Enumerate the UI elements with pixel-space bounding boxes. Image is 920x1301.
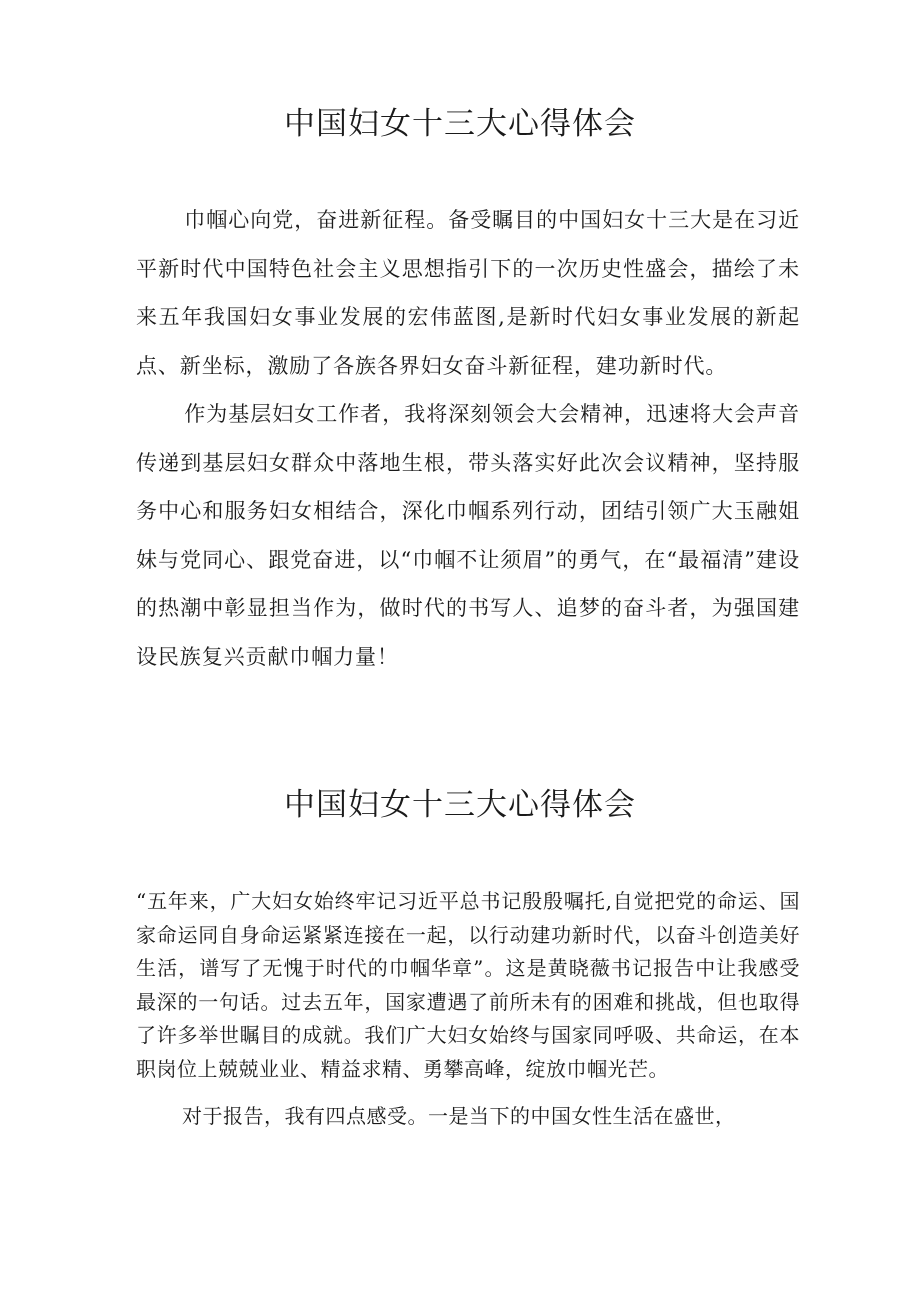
- document-title-2: 中国妇女十三大心得体会: [284, 787, 636, 823]
- document-title-1: 中国妇女十三大心得体会: [284, 106, 636, 142]
- document-body-1: [136, 196, 800, 681]
- paragraph-2-1: “五年来，广大妇女始终牢记习近平总书记殷殷嘱托,自觉把党的命运、国家命运同自身命运紧紧连接在一起，以行动建功新时代，以奋斗创造美好生活，谱写了无愧于时代的巾帼华章”。这是黄晓薇书记报告中让我感受最深的一句话。过去五年，国家遭遇了前所未有的困难和挑战，但也取得了许多举世瞩目的成就。我们广大妇女始终与国家同呼吸、共命运，在本职岗位上兢兢业业、精益求精、勇攀高峰，绽放巾帼光芒。: [136, 889, 800, 1081]
- paragraph-1-1: 巾帼心向党，奋进新征程。备受瞩目的中国妇女十三大是在习近平新时代中国特色社会主义思想指引下的一次历史性盛会，描绘了未来五年我国妇女事业发展的宏伟蓝图,是新时代妇女事业发展的新起点、新坐标，激励了各族各界妇女奋斗新征程，建功新时代。: [136, 208, 800, 378]
- paragraph-1-2: 作为基层妇女工作者，我将深刻领会大会精神，迅速将大会声音传递到基层妇女群众中落地生根，带头落实好此次会议精神，坚持服务中心和服务妇女相结合，深化巾帼系列行动，团结引领广大玉融姐妹与党同心、跟党奋进，以“巾帼不让须眉”的勇气，在“最福清”建设的热潮中彰显担当作为，做时代的书写人、追梦的奋斗者，为强国建设民族复兴贡献巾帼力量！: [136, 402, 800, 669]
- paragraph-2-2: 对于报告，我有四点感受。一是当下的中国女性生活在盛世，: [182, 1104, 736, 1128]
- document-body-2: [136, 885, 800, 1134]
